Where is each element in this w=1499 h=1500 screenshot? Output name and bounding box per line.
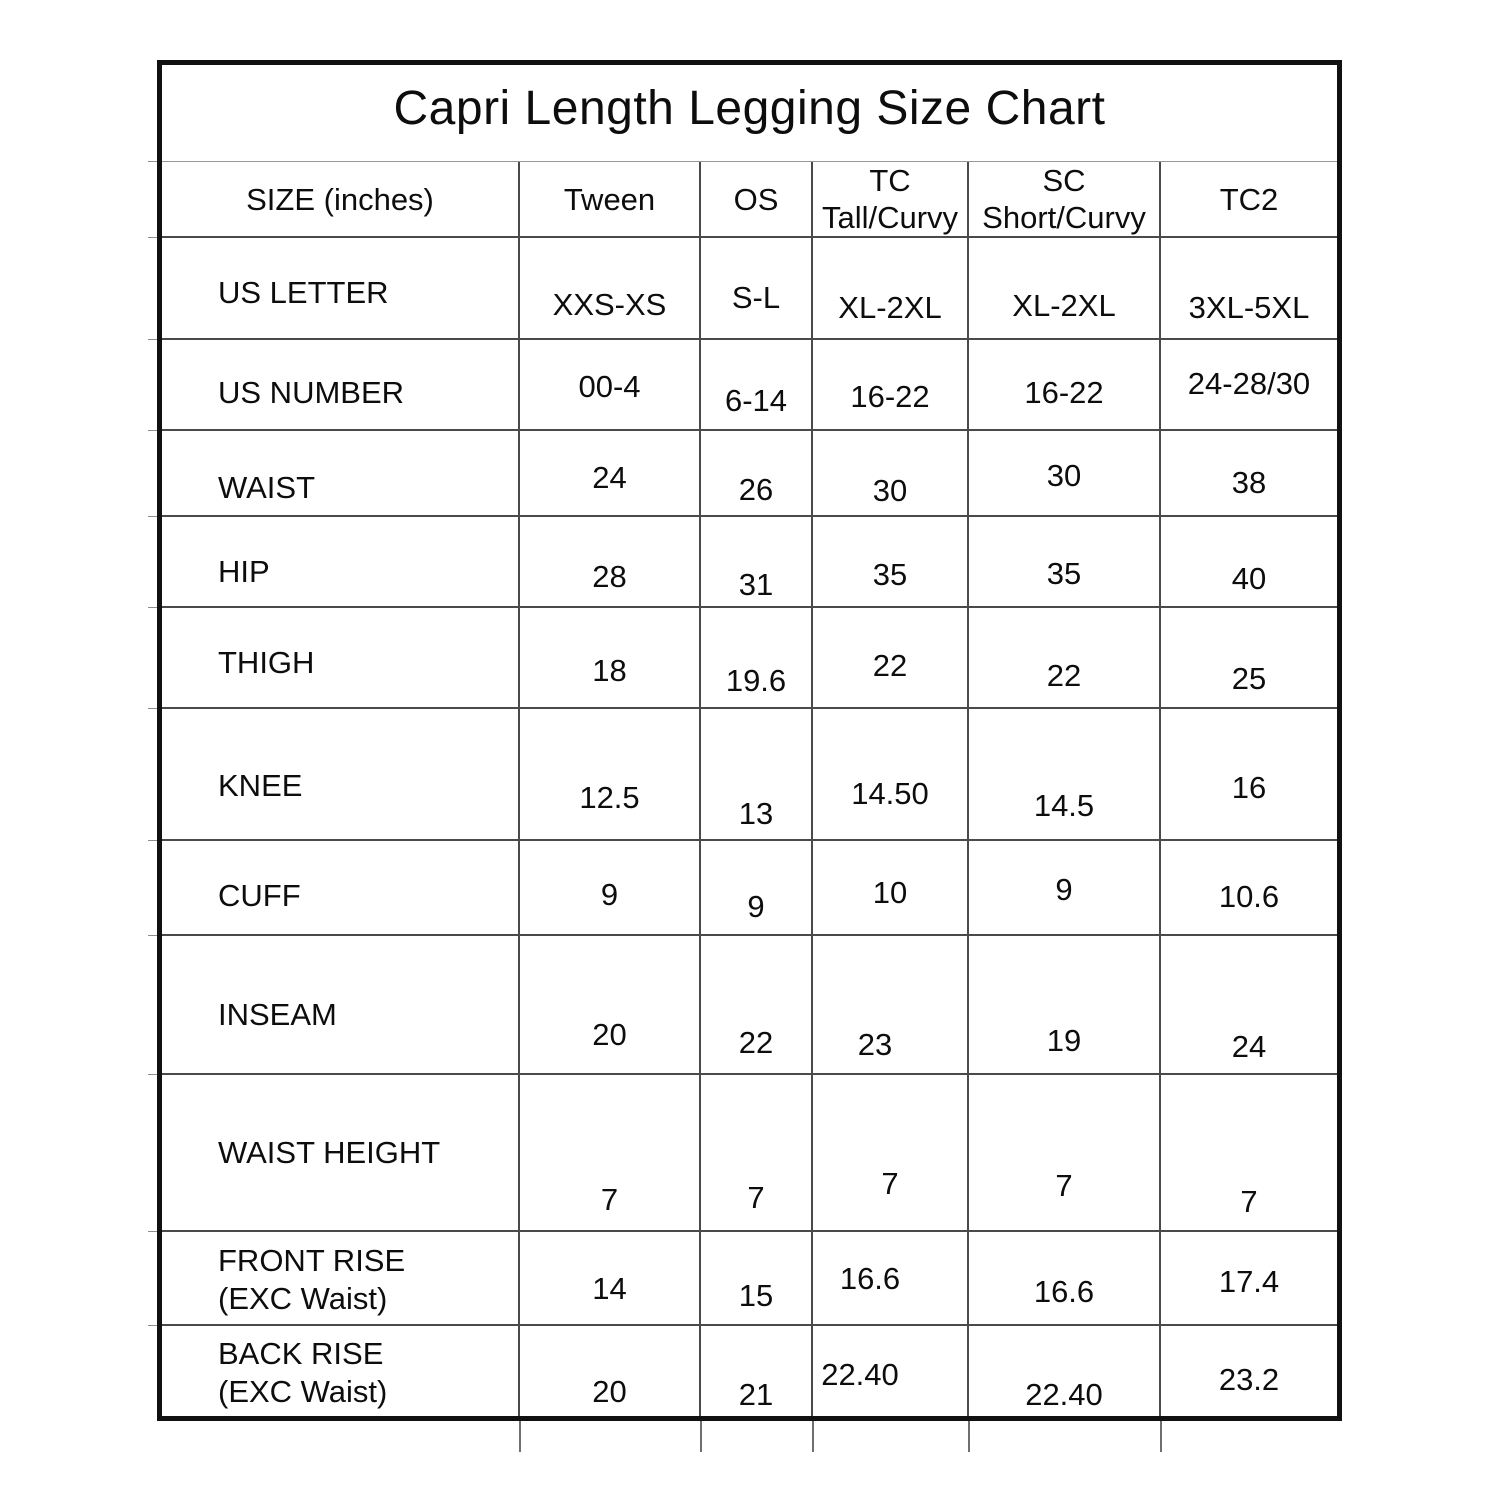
gridline-stub: [148, 161, 157, 162]
cell-value: 13: [738, 796, 774, 831]
cell-value: 40: [1231, 561, 1267, 596]
row-label-text: [218, 877, 301, 915]
cell-back-rise-os: [701, 1326, 813, 1416]
cell-value: 3XL-5XL: [1188, 290, 1310, 325]
row-label-cuff: [162, 841, 520, 936]
column-header-tc2: [1161, 162, 1337, 238]
column-header-label: TC2: [1219, 181, 1279, 217]
row-label-inseam: [162, 936, 520, 1075]
cell-value: 22: [1046, 658, 1082, 693]
row-label-text: [218, 553, 270, 591]
gridline-stub: [148, 237, 157, 238]
row-label-line: CUFF: [218, 877, 301, 913]
row-label-line: WAIST: [218, 470, 316, 505]
gridline-stub: [519, 1421, 521, 1452]
cell-value: 7: [600, 1182, 619, 1217]
cell-value: 12.5: [579, 780, 640, 815]
row-label-text: [218, 274, 389, 312]
gridline-stub: [148, 840, 157, 841]
cell-value: XL-2XL: [1012, 288, 1116, 323]
cell-value: 20: [592, 1017, 627, 1052]
cell-waist-height-tc: [813, 1075, 969, 1232]
column-header-os: [701, 162, 813, 238]
gridline-stub: [968, 1421, 970, 1452]
cell-hip-tc: [813, 517, 969, 608]
row-label-line: US NUMBER: [218, 374, 405, 410]
cell-value: XL-2XL: [838, 290, 942, 325]
row-label-line: INSEAM: [218, 996, 337, 1032]
row-label-text: [218, 996, 337, 1034]
column-header-label: OS: [733, 181, 779, 217]
cell-value: 38: [1231, 465, 1267, 500]
cell-thigh-sc: [969, 608, 1161, 709]
cell-value: 9: [1055, 872, 1073, 907]
cell-front-rise-tween: [520, 1232, 701, 1326]
cell-back-rise-tc2: [1161, 1326, 1337, 1416]
row-label-text: [218, 1335, 387, 1411]
row-label-back-rise: [162, 1326, 520, 1416]
cell-waist-tween: [520, 431, 701, 517]
cell-waist-os: [701, 431, 813, 517]
row-label-line: KNEE: [218, 768, 303, 803]
row-label-line: HIP: [218, 553, 270, 589]
row-label-text: [218, 469, 315, 507]
row-label-hip: [162, 517, 520, 608]
cell-hip-os: [701, 517, 813, 608]
cell-cuff-tween: [520, 841, 701, 936]
cell-knee-os: [701, 709, 813, 841]
cell-value: 22: [872, 648, 908, 683]
cell-back-rise-tween: [520, 1326, 701, 1416]
cell-value: 23: [857, 1027, 893, 1062]
gridline-stub: [148, 935, 157, 936]
cell-value: 24-28/30: [1187, 366, 1311, 401]
cell-knee-tc2: [1161, 709, 1337, 841]
chart-title-cell: [162, 65, 1337, 162]
row-label-text: [218, 374, 404, 412]
gridline-stub: [700, 1421, 702, 1452]
cell-value: 22.40: [1025, 1377, 1103, 1412]
cell-value: 7: [1240, 1184, 1258, 1219]
cell-hip-sc: [969, 517, 1161, 608]
cell-waist-height-sc: [969, 1075, 1161, 1232]
cell-waist-height-os: [701, 1075, 813, 1232]
cell-value: 16: [1231, 770, 1267, 805]
size-chart-table: [157, 60, 1342, 1421]
cell-inseam-tc: [813, 936, 969, 1075]
column-header-label: Tween: [563, 181, 656, 217]
cell-value: 26: [738, 472, 774, 507]
cell-inseam-os: [701, 936, 813, 1075]
cell-knee-sc: [969, 709, 1161, 841]
cell-back-rise-tc: [813, 1326, 969, 1416]
cell-us-letter-tc2: [1161, 238, 1337, 340]
cell-value: 7: [747, 1180, 765, 1215]
cell-value: 16.6: [1033, 1274, 1095, 1309]
cell-value: 22.40: [821, 1357, 899, 1392]
column-header-label: TC: [869, 163, 911, 198]
row-label-waist-height: [162, 1075, 520, 1232]
cell-cuff-tc: [813, 841, 969, 936]
column-header-label: SIZE (inches): [246, 181, 434, 217]
row-label-line: FRONT RISE: [218, 1243, 406, 1278]
cell-value: 31: [738, 567, 774, 602]
cell-thigh-tc: [813, 608, 969, 709]
row-label-line: WAIST HEIGHT: [218, 1134, 441, 1170]
row-label-text: [218, 644, 314, 682]
cell-us-letter-tc: [813, 238, 969, 340]
cell-value: 16-22: [850, 379, 930, 414]
cell-us-letter-sc: [969, 238, 1161, 340]
chart-title: Capri Length Legging Size Chart: [393, 81, 1106, 135]
cell-value: 20: [592, 1374, 627, 1409]
row-label-line: US LETTER: [218, 275, 389, 310]
gridline-stub: [148, 607, 157, 608]
cell-inseam-tween: [520, 936, 701, 1075]
cell-thigh-tc2: [1161, 608, 1337, 709]
cell-value: 14: [592, 1271, 627, 1306]
cell-back-rise-sc: [969, 1326, 1161, 1416]
cell-value: 19.6: [725, 663, 787, 698]
cell-hip-tween: [520, 517, 701, 608]
cell-value: 22: [738, 1025, 774, 1060]
cell-inseam-sc: [969, 936, 1161, 1075]
cell-value: 21: [738, 1377, 774, 1412]
cell-value: 9: [600, 877, 619, 912]
cell-us-number-tween: [520, 340, 701, 431]
cell-cuff-sc: [969, 841, 1161, 936]
cell-value: S-L: [731, 280, 781, 315]
cell-waist-tc2: [1161, 431, 1337, 517]
cell-value: 24: [1231, 1029, 1267, 1064]
cell-value: 16-22: [1024, 375, 1104, 410]
cell-value: 14.50: [851, 776, 929, 811]
gridline-stub: [148, 430, 157, 431]
cell-value: 7: [1055, 1168, 1073, 1203]
row-label-text: [218, 767, 302, 805]
gridline-stub: [148, 516, 157, 517]
row-label-us-number: [162, 340, 520, 431]
cell-waist-tc: [813, 431, 969, 517]
cell-thigh-os: [701, 608, 813, 709]
column-header-tc: [813, 162, 969, 238]
cell-waist-sc: [969, 431, 1161, 517]
cell-value: 24: [592, 460, 627, 495]
column-header-sublabel: Short/Curvy: [982, 200, 1146, 235]
gridline-stub: [148, 1231, 157, 1232]
cell-value: 30: [872, 473, 908, 508]
gridline-stub: [1160, 1421, 1162, 1452]
cell-value: 16.6: [839, 1261, 901, 1296]
cell-value: 14.5: [1033, 788, 1095, 823]
cell-value: 18: [592, 653, 627, 688]
column-header-size-inches: [162, 162, 520, 238]
cell-value: 10: [872, 875, 908, 910]
cell-value: 35: [1046, 556, 1082, 591]
row-label-thigh: [162, 608, 520, 709]
cell-value: 00-4: [578, 369, 641, 404]
column-header-sc: [969, 162, 1161, 238]
cell-front-rise-tc: [813, 1232, 969, 1326]
cell-cuff-tc2: [1161, 841, 1337, 936]
gridline-stub: [148, 1325, 157, 1326]
cell-value: 19: [1046, 1023, 1082, 1058]
gridline-stub: [148, 708, 157, 709]
cell-front-rise-tc2: [1161, 1232, 1337, 1326]
gridline-stub: [812, 1421, 814, 1452]
cell-us-number-os: [701, 340, 813, 431]
row-label-us-letter: [162, 238, 520, 340]
row-label-line: THIGH: [218, 644, 315, 680]
row-label-subline: (EXC Waist): [218, 1374, 388, 1409]
cell-waist-height-tween: [520, 1075, 701, 1232]
cell-value: XXS-XS: [552, 287, 667, 322]
cell-us-letter-os: [701, 238, 813, 340]
cell-cuff-os: [701, 841, 813, 936]
cell-front-rise-sc: [969, 1232, 1161, 1326]
row-label-subline: (EXC Waist): [218, 1281, 388, 1316]
row-label-waist: [162, 431, 520, 517]
cell-value: 9: [747, 889, 765, 924]
cell-value: 10.6: [1218, 879, 1280, 914]
cell-thigh-tween: [520, 608, 701, 709]
cell-value: 7: [881, 1166, 899, 1201]
cell-value: 17.4: [1218, 1264, 1280, 1299]
cell-us-number-tc2: [1161, 340, 1337, 431]
gridline-stub: [148, 339, 157, 340]
cell-inseam-tc2: [1161, 936, 1337, 1075]
cell-value: 28: [592, 559, 627, 594]
row-label-text: [218, 1242, 405, 1318]
row-label-line: BACK RISE: [218, 1336, 384, 1371]
cell-us-number-sc: [969, 340, 1161, 431]
cell-knee-tween: [520, 709, 701, 841]
cell-value: 35: [872, 557, 908, 592]
column-header-tween: [520, 162, 701, 238]
row-label-text: [218, 1134, 440, 1172]
cell-us-number-tc: [813, 340, 969, 431]
cell-front-rise-os: [701, 1232, 813, 1326]
cell-value: 23.2: [1218, 1362, 1280, 1397]
cell-value: 30: [1046, 458, 1082, 493]
column-header-label: SC: [1042, 163, 1086, 198]
cell-value: 15: [738, 1278, 774, 1313]
cell-waist-height-tc2: [1161, 1075, 1337, 1232]
cell-us-letter-tween: [520, 238, 701, 340]
gridline-stub: [148, 1074, 157, 1075]
row-label-knee: [162, 709, 520, 841]
cell-value: 25: [1231, 661, 1267, 696]
row-label-front-rise: [162, 1232, 520, 1326]
cell-value: 6-14: [724, 383, 788, 418]
cell-knee-tc: [813, 709, 969, 841]
cell-hip-tc2: [1161, 517, 1337, 608]
column-header-sublabel: Tall/Curvy: [821, 200, 959, 235]
